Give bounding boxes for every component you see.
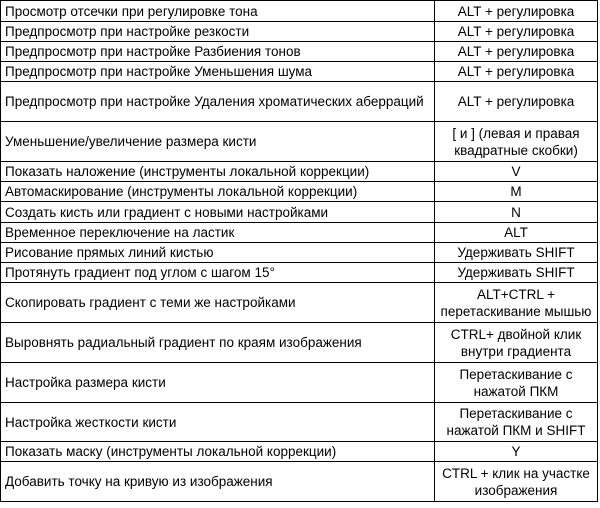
action-cell: Создать кисть или градиент с новыми настройками — [1, 202, 435, 223]
shortcut-cell: ALT+CTRL + перетаскивание мышью — [435, 283, 598, 323]
table-row — [1, 323, 598, 363]
action-cell: Просмотр отсечки при регулировке тона — [1, 1, 435, 22]
action-cell: Добавить точку на кривую из изображения — [1, 462, 435, 502]
table-row — [1, 122, 598, 162]
action-cell: Настройка размера кисти — [1, 363, 435, 403]
action-cell: Автомаскирование (инструменты локальной коррекции) — [1, 182, 435, 202]
action-cell: Показать маску (инструменты локальной коррекции) — [1, 442, 435, 462]
shortcut-cell: Y — [435, 442, 598, 462]
action-cell: Предпросмотр при настройке резкости — [1, 22, 435, 42]
action-cell: Выровнять радиальный градиент по краям изображения — [1, 323, 435, 363]
table-row — [1, 202, 598, 223]
table-row — [1, 462, 598, 502]
shortcut-cell: ALT + регулировка — [435, 1, 598, 22]
table-row — [1, 283, 598, 323]
action-cell: Предпросмотр при настройке Удаления хроматических аберраций — [1, 82, 435, 122]
action-cell: Предпросмотр при настройке Уменьшения шума — [1, 62, 435, 82]
table-row — [1, 22, 598, 42]
table-row — [1, 403, 598, 442]
shortcut-cell: Удерживать SHIFT — [435, 243, 598, 263]
action-cell: Рисование прямых линий кистью — [1, 243, 435, 263]
action-cell: Настройка жесткости кисти — [1, 403, 435, 442]
action-cell: Предпросмотр при настройке Разбиения тонов — [1, 42, 435, 62]
table-row — [1, 62, 598, 82]
shortcut-cell: ALT + регулировка — [435, 22, 598, 42]
shortcut-cell: ALT + регулировка — [435, 42, 598, 62]
shortcut-cell: ALT — [435, 223, 598, 243]
action-cell: Показать наложение (инструменты локальной коррекции) — [1, 162, 435, 182]
action-cell: Уменьшение/увеличение размера кисти — [1, 122, 435, 162]
shortcut-cell: [ и ] (левая и правая квадратные скобки) — [435, 122, 598, 162]
shortcut-cell: Перетаскивание с нажатой ПКМ — [435, 363, 598, 403]
shortcut-cell: V — [435, 162, 598, 182]
action-cell: Скопировать градиент с теми же настройками — [1, 283, 435, 323]
shortcut-cell: ALT + регулировка — [435, 82, 598, 122]
table-row — [1, 182, 598, 202]
table-row — [1, 263, 598, 283]
table-row — [1, 223, 598, 243]
table-row — [1, 82, 598, 122]
shortcut-cell: ALT + регулировка — [435, 62, 598, 82]
shortcut-cell: N — [435, 202, 598, 223]
table-row — [1, 1, 598, 22]
shortcut-cell: Удерживать SHIFT — [435, 263, 598, 283]
shortcut-cell: CTRL + клик на участке изображения — [435, 462, 598, 502]
table-row — [1, 42, 598, 62]
shortcut-cell: CTRL+ двойной клик внутри градиента — [435, 323, 598, 363]
action-cell: Временное переключение на ластик — [1, 223, 435, 243]
table-row — [1, 442, 598, 462]
table-row — [1, 162, 598, 182]
shortcut-cell: M — [435, 182, 598, 202]
table-row — [1, 363, 598, 403]
table-row — [1, 243, 598, 263]
action-cell: Протянуть градиент под углом с шагом 15° — [1, 263, 435, 283]
shortcut-cell: Перетаскивание с нажатой ПКМ и SHIFT — [435, 403, 598, 442]
